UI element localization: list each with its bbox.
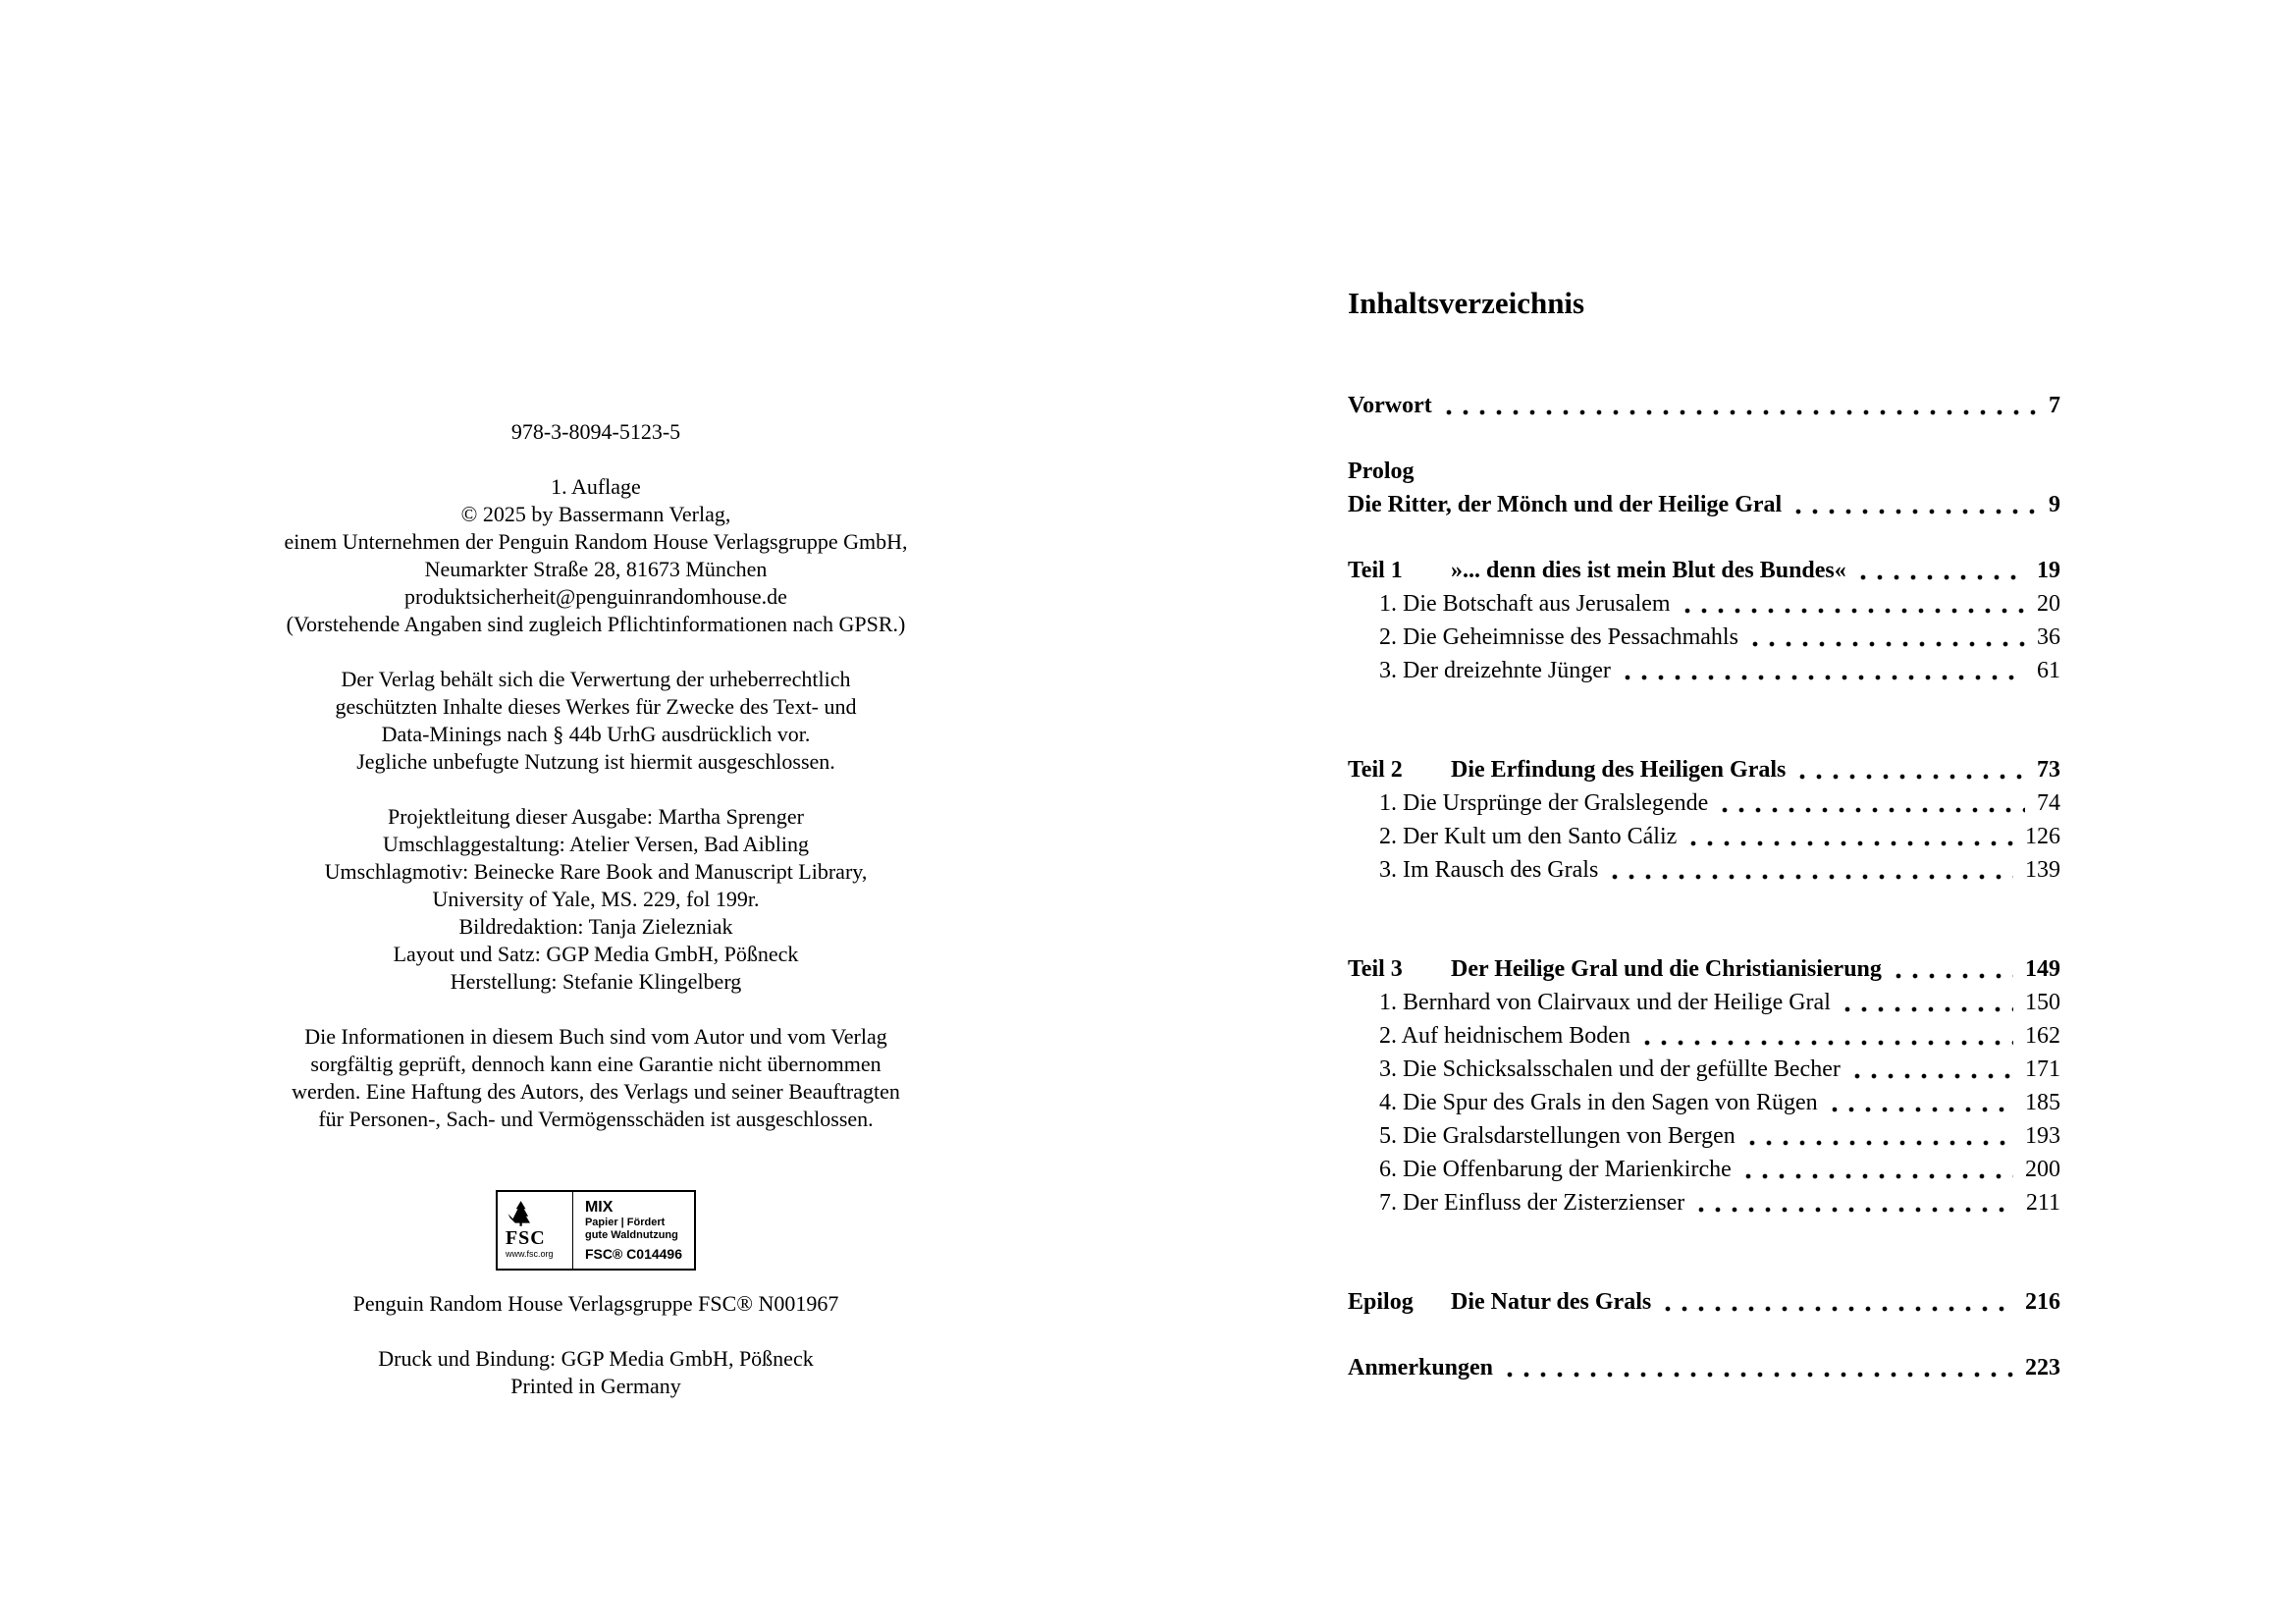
toc-entry <box>1348 820 2060 853</box>
dot-leader <box>1722 786 2025 820</box>
imprint-line: Druck und Bindung: GGP Media GmbH, Pößneck <box>378 1346 814 1371</box>
toc-entry-label: 1. Bernhard von Clairvaux und der Heilige Gral <box>1379 990 1831 1015</box>
dot-leader <box>1844 986 2013 1019</box>
imprint-line: Der Verlag behält sich die Verwertung der urheberrechtlich <box>341 667 851 691</box>
toc-entry-page: 61 <box>2037 658 2060 683</box>
dot-leader <box>1749 1119 2013 1153</box>
toc-entry-label: 1. Die Botschaft aus Jerusalem <box>1379 591 1671 617</box>
toc-entry-page: 162 <box>2025 1023 2060 1049</box>
toc-entry-label: Der Heilige Gral und die Christianisierung <box>1451 956 1882 982</box>
imprint-line: Jegliche unbefugte Nutzung ist hiermit ausgeschlossen. <box>356 749 835 774</box>
dot-leader <box>1854 1053 2013 1086</box>
dot-leader <box>1799 753 2025 786</box>
imprint-line: einem Unternehmen der Penguin Random House Verlagsgruppe GmbH, <box>284 529 908 554</box>
imprint-block <box>103 418 1089 446</box>
toc-entry-label: »... denn dies ist mein Blut des Bundes« <box>1451 558 1846 583</box>
toc-entry <box>1348 1186 2060 1219</box>
dot-leader <box>1625 654 2025 687</box>
dot-leader <box>1752 621 2025 654</box>
toc-entry <box>1348 389 2060 422</box>
toc-entry <box>1348 853 2060 887</box>
toc-entry-page: 73 <box>2037 757 2060 783</box>
toc-entry-page: 216 <box>2025 1289 2060 1315</box>
imprint-line: 1. Auflage <box>551 474 641 499</box>
dot-leader <box>1795 488 2037 521</box>
toc-entry-page: 19 <box>2037 558 2060 583</box>
toc-entry <box>1348 1019 2060 1053</box>
toc-entry-label: Die Natur des Grals <box>1451 1289 1652 1315</box>
toc-entry-label: 3. Im Rausch des Grals <box>1379 857 1599 883</box>
toc-entry <box>1348 786 2060 820</box>
toc-entry-label: 7. Der Einfluss der Zisterzienser <box>1379 1190 1685 1216</box>
dot-leader <box>1698 1186 2014 1219</box>
toc-entry <box>1348 753 2060 786</box>
toc-entry-page: 36 <box>2037 624 2060 650</box>
imprint-line: © 2025 by Bassermann Verlag, <box>460 502 731 526</box>
fsc-code-text: FSC® C014496 <box>584 1246 683 1262</box>
toc-entry-page: 9 <box>2049 492 2060 517</box>
toc-entry <box>1348 654 2060 687</box>
toc-entry-label: 5. Die Gralsdarstellungen von Bergen <box>1379 1123 1735 1149</box>
imprint-line: Layout und Satz: GGP Media GmbH, Pößneck <box>393 942 799 966</box>
toc-entry <box>1348 554 2060 587</box>
toc-entry-label: 1. Die Ursprünge der Gralslegende <box>1379 790 1709 816</box>
imprint-line: Herstellung: Stefanie Klingelberg <box>450 969 742 994</box>
toc-entry <box>1348 621 2060 654</box>
imprint-page <box>103 418 1089 1400</box>
dot-leader <box>1507 1351 2013 1384</box>
toc-entry-label: Die Ritter, der Mönch und der Heilige Gral <box>1348 492 1783 517</box>
imprint-block <box>103 473 1089 638</box>
toc-entry-page: 200 <box>2025 1157 2060 1182</box>
imprint-line: Bildredaktion: Tanja Zielezniak <box>458 914 733 939</box>
toc-entry-label: 6. Die Offenbarung der Marienkirche <box>1379 1157 1732 1182</box>
fsc-url-text: www.fsc.org <box>505 1249 554 1259</box>
imprint-line: Data-Minings nach § 44b UrhG ausdrücklich vor. <box>381 722 811 746</box>
toc-entry-label: 3. Die Schicksalsschalen und der gefüllte Becher <box>1379 1056 1841 1082</box>
fsc-claim-line-2: gute Waldnutzung <box>584 1229 678 1241</box>
fsc-label-left <box>498 1192 573 1269</box>
toc-entry-prefix: Teil 3 <box>1348 956 1403 982</box>
toc-entry-label: Prolog <box>1348 459 1415 484</box>
fsc-claim-line-1: Papier | Fördert <box>584 1217 666 1228</box>
toc-entry-page: 74 <box>2037 790 2060 816</box>
dot-leader <box>1745 1153 2013 1186</box>
dot-leader <box>1690 820 2013 853</box>
imprint-line: 978-3-8094-5123-5 <box>510 419 681 444</box>
imprint-text-blocks <box>103 418 1089 1133</box>
imprint-line: geschützten Inhalte dieses Werkes für Zwecke des Text- und <box>335 694 857 719</box>
dot-leader <box>1832 1086 2013 1119</box>
table-of-contents-page <box>1348 285 2060 1384</box>
toc-entry-label: Anmerkungen <box>1348 1355 1494 1380</box>
imprint-line: produktsicherheit@penguinrandomhouse.de <box>404 584 787 609</box>
dot-leader <box>1665 1285 2013 1319</box>
toc-entry-page: 185 <box>2025 1090 2060 1115</box>
imprint-line: Umschlagmotiv: Beinecke Rare Book and Manuscript Library, <box>324 859 868 884</box>
imprint-line: werden. Eine Haftung des Autors, des Verlags und seiner Beauftragten <box>292 1079 900 1104</box>
toc-entry-page: 211 <box>2025 1190 2060 1216</box>
toc-entry-label: 2. Die Geheimnisse des Pessachmahls <box>1379 624 1738 650</box>
toc-entry-label: Die Erfindung des Heiligen Grals <box>1451 757 1787 783</box>
imprint-block <box>103 666 1089 776</box>
toc-entry <box>1348 986 2060 1019</box>
toc-entry-page: 171 <box>2025 1056 2060 1082</box>
toc-entry <box>1348 1119 2060 1153</box>
dot-leader <box>1446 389 2037 422</box>
toc-entry <box>1348 1086 2060 1119</box>
toc-entry-page: 20 <box>2037 591 2060 617</box>
toc-entry-label: 3. Der dreizehnte Jünger <box>1379 658 1611 683</box>
toc-entry-prefix: Epilog <box>1348 1289 1414 1315</box>
imprint-line: sorgfältig geprüft, dennoch kann eine Garantie nicht übernommen <box>310 1052 881 1076</box>
fsc-brand-text: FSC <box>505 1227 546 1249</box>
imprint-line: Die Informationen in diesem Buch sind vom Autor und vom Verlag <box>304 1024 887 1049</box>
imprint-line: Neumarkter Straße 28, 81673 München <box>424 557 768 581</box>
dot-leader <box>1612 853 2013 887</box>
toc-entry-page: 223 <box>2025 1355 2060 1380</box>
toc-entry <box>1348 1351 2060 1384</box>
toc-entry-page: 193 <box>2025 1123 2060 1149</box>
toc-entry-page: 7 <box>2049 393 2060 418</box>
toc-entry-label: Vorwort <box>1348 393 1432 418</box>
imprint-line: (Vorstehende Angaben sind zugleich Pflichtinformationen nach GPSR.) <box>286 612 906 636</box>
toc-entry <box>1348 587 2060 621</box>
toc-entry <box>1348 1053 2060 1086</box>
toc-entry-label: 2. Auf heidnischem Boden <box>1379 1023 1630 1049</box>
toc-entry <box>1348 488 2060 521</box>
dot-leader <box>1860 554 2025 587</box>
toc-entry-label: 4. Die Spur des Grals in den Sagen von Rügen <box>1379 1090 1818 1115</box>
toc-entries <box>1348 389 2060 1384</box>
imprint-line: Printed in Germany <box>510 1374 681 1398</box>
toc-entry-page: 150 <box>2025 990 2060 1015</box>
imprint-block <box>103 1023 1089 1133</box>
toc-entry <box>1348 1285 2060 1319</box>
toc-entry-prefix: Teil 2 <box>1348 757 1403 783</box>
imprint-bottom-block <box>103 1345 1089 1400</box>
toc-entry-prefix: Teil 1 <box>1348 558 1403 583</box>
toc-entry-page: 149 <box>2025 956 2060 982</box>
toc-entry <box>1348 952 2060 986</box>
toc-entry <box>1348 455 2060 488</box>
dot-leader <box>1684 587 2025 621</box>
imprint-line: University of Yale, MS. 229, fol 199r. <box>432 887 760 911</box>
dot-leader <box>1644 1019 2013 1053</box>
imprint-line: für Personen-, Sach- und Vermögensschäden ist ausgeschlossen. <box>318 1107 874 1131</box>
toc-entry-page: 126 <box>2025 824 2060 849</box>
imprint-line: Projektleitung dieser Ausgabe: Martha Sprenger <box>387 804 804 829</box>
fsc-label-right <box>573 1192 694 1269</box>
fsc-certificate-line: Penguin Random House Verlagsgruppe FSC® N001967 <box>352 1291 839 1316</box>
toc-entry-page: 139 <box>2025 857 2060 883</box>
fsc-mix-text: MIX <box>584 1199 614 1216</box>
toc-entry-label: 2. Der Kult um den Santo Cáliz <box>1379 824 1678 849</box>
fsc-label-box <box>496 1190 696 1271</box>
toc-title: Inhaltsverzeichnis <box>1348 286 1585 320</box>
imprint-line: Umschlaggestaltung: Atelier Versen, Bad Aibling <box>382 832 810 856</box>
imprint-block <box>103 803 1089 996</box>
fsc-tree-icon <box>506 1198 535 1227</box>
dot-leader <box>1896 952 2013 986</box>
toc-entry <box>1348 1153 2060 1186</box>
